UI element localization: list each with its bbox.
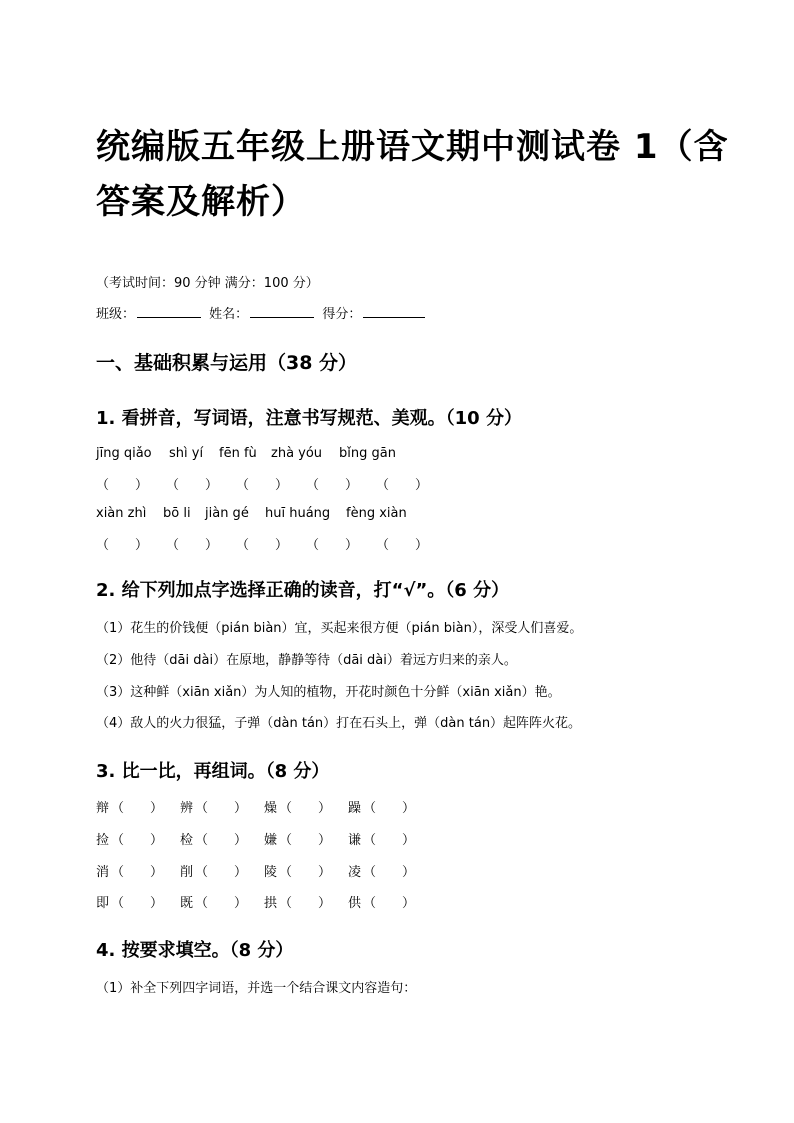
character: 陵 xyxy=(264,865,278,880)
class-label: 班级： xyxy=(96,307,136,322)
character: 检 xyxy=(180,833,194,848)
answer-blank: （ ） xyxy=(363,833,416,848)
student-info-line xyxy=(96,303,429,322)
answer-blank: （ ） xyxy=(195,865,248,880)
answer-blank: （ ） xyxy=(363,896,416,911)
answer-blank: （ ） xyxy=(363,865,416,880)
answer-blank: （ ） xyxy=(111,801,164,816)
pinyin-item: bō li xyxy=(163,506,191,521)
character: 拱 xyxy=(264,896,278,911)
answer-blank: （ ） xyxy=(195,801,248,816)
character: 辩 xyxy=(96,801,110,816)
answer-blank: （ ） xyxy=(166,478,219,493)
answer-blank: （ ） xyxy=(111,896,164,911)
character: 嫌 xyxy=(264,833,278,848)
answer-blank: （ ） xyxy=(306,538,359,553)
answer-blank: （ ） xyxy=(166,538,219,553)
answer-blank: （ ） xyxy=(363,801,416,816)
pinyin-item: jiàn gé xyxy=(205,506,249,521)
pinyin-item: fèng xiàn xyxy=(346,506,407,521)
pinyin-item: shì yí xyxy=(169,446,204,461)
answer-blank: （ ） xyxy=(376,478,429,493)
question-2-item: （2）他待（dāi dài）在原地，静静等待（dāi dài）着远方归来的亲人。 xyxy=(96,653,517,668)
character: 凌 xyxy=(348,865,362,880)
page-title: 统编版五年级上册语文期中测试卷 1（含答案及解析） xyxy=(96,127,729,222)
pinyin-item: jīng qiǎo xyxy=(96,446,152,461)
question-1-heading: 1. 看拼音，写词语，注意书写规范、美观。（10 分） xyxy=(96,408,522,429)
answer-blank: （ ） xyxy=(111,833,164,848)
answer-blank: （ ） xyxy=(236,538,289,553)
question-2-item: （4）敌人的火力很猛，子弹（dàn tán）打在石头上，弹（dàn tán）起阵阵火花。 xyxy=(96,716,582,731)
character: 辨 xyxy=(180,801,194,816)
question-2-item: （3）这种鲜（xiān xiǎn）为人知的植物，开花时颜色十分鲜（xiān xiǎn）艳。 xyxy=(96,685,561,700)
answer-blank: （ ） xyxy=(279,896,332,911)
character: 削 xyxy=(180,865,194,880)
question-2-heading: 2. 给下列加点字选择正确的读音，打“√”。（6 分） xyxy=(96,580,510,601)
character: 既 xyxy=(180,896,194,911)
pinyin-item: huī huáng xyxy=(265,506,331,521)
answer-blank: （ ） xyxy=(279,801,332,816)
section-heading: 一、基础积累与运用（38 分） xyxy=(96,352,358,374)
exam-info: （考试时间：90 分钟 满分：100 分） xyxy=(96,276,319,291)
question-4-heading: 4. 按要求填空。（8 分） xyxy=(96,940,294,961)
question-4-item: （1）补全下列四字词语，并选一个结合课文内容造句： xyxy=(96,981,417,996)
answer-blank: （ ） xyxy=(306,478,359,493)
answer-blank: （ ） xyxy=(96,538,149,553)
name-blank xyxy=(250,305,314,318)
pinyin-item: zhà yóu xyxy=(271,446,323,461)
answer-blank: （ ） xyxy=(111,865,164,880)
character: 供 xyxy=(348,896,362,911)
name-label: 姓名： xyxy=(209,307,249,322)
score-label: 得分： xyxy=(322,307,362,322)
character: 躁 xyxy=(348,801,362,816)
class-blank xyxy=(137,305,201,318)
answer-blank: （ ） xyxy=(376,538,429,553)
character: 燥 xyxy=(264,801,278,816)
character: 谦 xyxy=(348,833,362,848)
pinyin-item: bǐng gān xyxy=(339,446,396,461)
question-3-heading: 3. 比一比，再组词。（8 分） xyxy=(96,761,330,782)
pinyin-item: fēn fù xyxy=(219,446,257,461)
character: 即 xyxy=(96,896,110,911)
answer-blank: （ ） xyxy=(279,865,332,880)
answer-blank: （ ） xyxy=(236,478,289,493)
character: 消 xyxy=(96,865,110,880)
answer-blank: （ ） xyxy=(96,478,149,493)
character: 捡 xyxy=(96,833,110,848)
score-blank xyxy=(363,305,425,318)
answer-blank: （ ） xyxy=(195,833,248,848)
answer-blank: （ ） xyxy=(279,833,332,848)
pinyin-item: xiàn zhì xyxy=(96,506,147,521)
answer-blank: （ ） xyxy=(195,896,248,911)
question-2-item: （1）花生的价钱便（pián biàn）宜，买起来很方便（pián biàn），深受人们喜爱。 xyxy=(96,621,583,636)
